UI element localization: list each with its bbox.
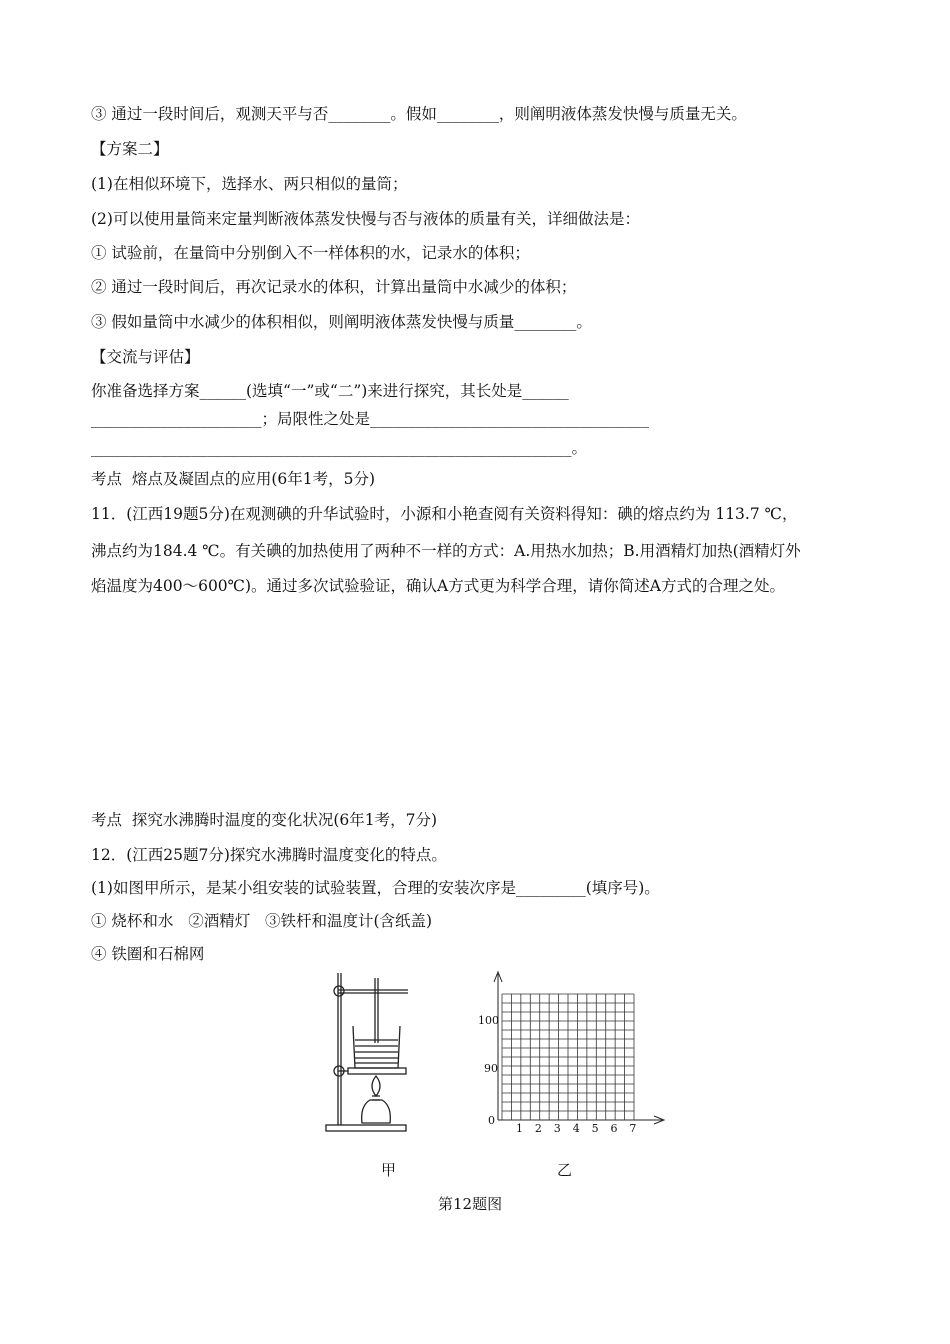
y-label-100: 100 — [478, 1014, 499, 1027]
q11-line-1: 11．(江西19题5分)在观测碘的升华试验时，小源和小艳查阅有关资料得知：碘的熔点约为 113.7 ℃， — [91, 505, 798, 523]
apparatus-figure — [318, 968, 418, 1138]
line-1: ③ 通过一段时间后，观测天平与否________。假如________，则阐明液体蒸发快慢与质量无关。 — [91, 105, 747, 123]
line-6: ② 通过一段时间后，再次记录水的体积，计算出量筒中水减少的体积； — [91, 278, 577, 296]
y-label-90: 90 — [484, 1062, 498, 1075]
line-3: (1)在相似环境下，选择水、两只相似的量筒； — [91, 175, 408, 193]
x-tick-label: 7 — [629, 1122, 637, 1135]
topic-heading-melting: 考点 熔点及凝固点的应用(6年1考，5分) — [91, 470, 376, 488]
line-4: (2)可以使用量筒来定量判断液体蒸发快慢与否与液体的质量有关，详细做法是： — [91, 210, 640, 228]
flame — [372, 1076, 380, 1096]
y-label-0: 0 — [488, 1114, 495, 1127]
q12-line-1: 12．(江西25题7分)探究水沸腾时温度变化的特点。 — [91, 846, 447, 864]
x-tick-label: 2 — [534, 1122, 542, 1135]
q12-line-2: (1)如图甲所示，是某小组安装的试验装置，合理的安装次序是_________(填序号)。 — [91, 879, 660, 897]
temperature-grid-figure — [474, 968, 674, 1138]
line-11: ______________________________________________________________。 — [91, 439, 588, 457]
q12-options: ① 烧杯和水 ②酒精灯 ③铁杆和温度计(含纸盖) — [91, 912, 433, 930]
x-tick-label: 1 — [516, 1122, 523, 1135]
q12-option-4: ④ 铁圈和石棉网 — [91, 945, 205, 963]
section-heading-plan2: 【方案二】 — [91, 140, 169, 158]
x-tick-label: 3 — [553, 1122, 561, 1135]
q11-line-2: 沸点约为184.4 ℃。有关碘的加热使用了两种不一样的方式：A.用热水加热；B.用酒精灯加热(酒精灯外 — [91, 542, 801, 560]
figure-caption: 第12题图 — [438, 1195, 503, 1213]
alcohol-lamp — [362, 1100, 391, 1123]
figure-label-yi: 乙 — [557, 1161, 573, 1179]
stand-base — [326, 1125, 406, 1131]
q11-line-3: 焰温度为400～600℃)。通过多次试验验证，确认A方式更为科学合理，请你简述A方式的合理之处。 — [91, 577, 785, 595]
section-heading-eval: 【交流与评估】 — [91, 348, 200, 366]
line-5: ① 试验前，在量筒中分别倒入不一样体积的水，记录水的体积； — [91, 244, 530, 262]
line-7: ③ 假如量筒中水减少的体积相似，则阐明液体蒸发快慢与质量________。 — [91, 313, 592, 331]
line-9: 你准备选择方案______(选填“一”或“二”)来进行探究，其长处是______ — [91, 382, 569, 400]
x-tick-label: 6 — [610, 1122, 618, 1135]
beaker — [353, 1026, 400, 1068]
asbestos-net — [348, 1068, 406, 1074]
x-tick-label: 5 — [591, 1122, 599, 1135]
line-10: ______________________；局限性之处是____________________________________ — [91, 410, 650, 428]
figure-label-jia: 甲 — [381, 1161, 397, 1179]
topic-heading-boiling: 考点 探究水沸腾时温度的变化状况(6年1考，7分) — [91, 811, 438, 829]
x-tick-label: 4 — [572, 1122, 580, 1135]
